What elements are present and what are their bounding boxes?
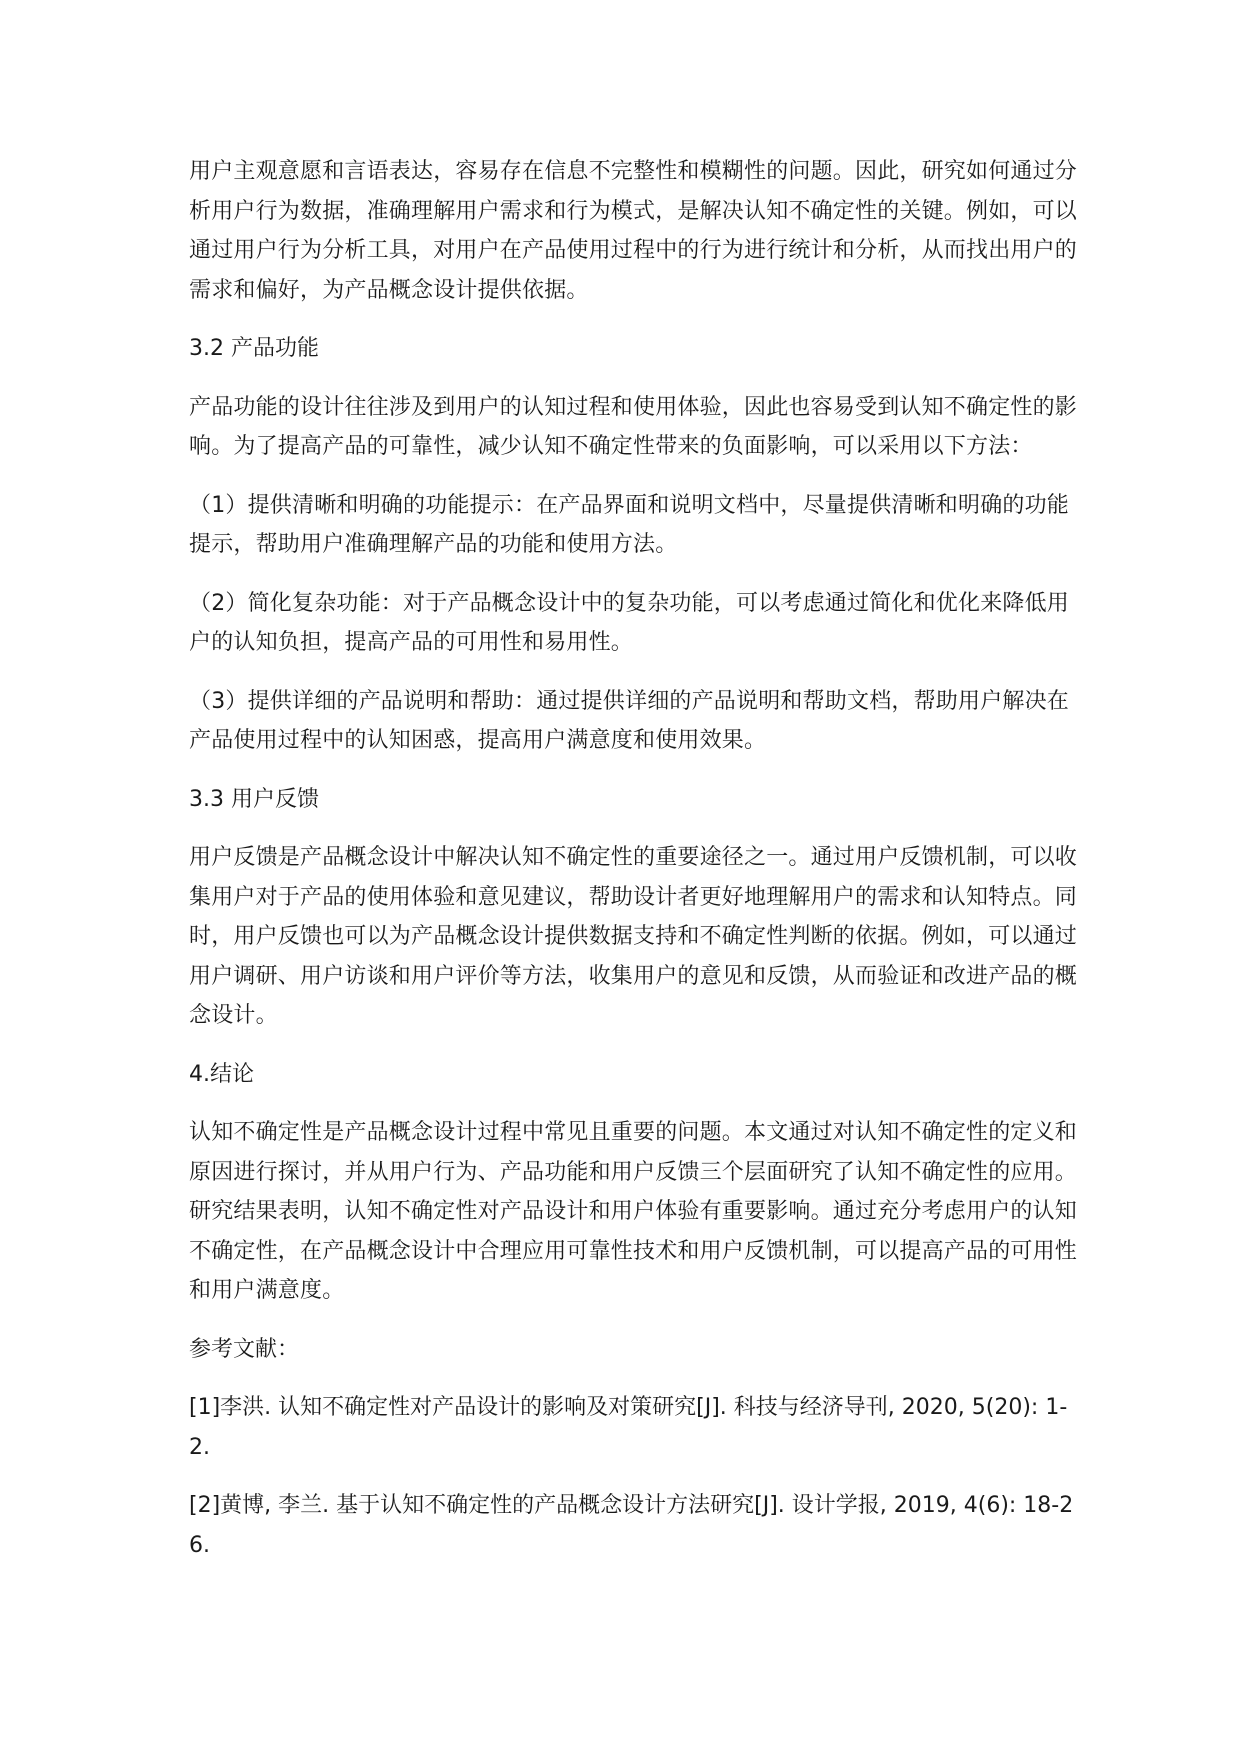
reference-2: [2]黄博, 李兰. 基于认知不确定性的产品概念设计方法研究[J]. 设计学报, 2019, 4(6): 18-26. — [189, 1493, 1074, 1558]
references-title: 参考文献： — [189, 1336, 300, 1362]
paragraph-user-behavior-analysis: 用户主观意愿和言语表达，容易存在信息不完整性和模糊性的问题。因此，研究如何通过分析用户行为数据，准确理解用户需求和行为模式，是解决认知不确定性的关键。例如，可以通过用户行为分析工具，对用户在产品使用过程中的行为进行统计和分析，从而找出用户的需求和偏好，为产品概念设计提供依据。 — [189, 159, 1078, 303]
list-item-1: （1）提供清晰和明确的功能提示：在产品界面和说明文档中，尽量提供清晰和明确的功能提示，帮助用户准确理解产品的功能和使用方法。 — [189, 492, 1069, 557]
list-item-2: （2）简化复杂功能：对于产品概念设计中的复杂功能，可以考虑通过简化和优化来降低用户的认知负担，提高产品的可用性和易用性。 — [189, 590, 1069, 655]
reference-1: [1]李洪. 认知不确定性对产品设计的影响及对策研究[J]. 科技与经济导刊, 2020, 5(20): 1-2. — [189, 1395, 1068, 1460]
section-heading-4: 4.结论 — [189, 1061, 254, 1087]
section-heading-3-3: 3.3 用户反馈 — [189, 786, 319, 812]
paragraph-product-function-intro: 产品功能的设计往往涉及到用户的认知过程和使用体验，因此也容易受到认知不确定性的影响。为了提高产品的可靠性，减少认知不确定性带来的负面影响，可以采用以下方法： — [189, 394, 1078, 459]
list-item-3: （3）提供详细的产品说明和帮助：通过提供详细的产品说明和帮助文档，帮助用户解决在产品使用过程中的认知困惑，提高用户满意度和使用效果。 — [189, 688, 1069, 753]
section-heading-3-2: 3.2 产品功能 — [189, 336, 319, 361]
paragraph-conclusion: 认知不确定性是产品概念设计过程中常见且重要的问题。本文通过对认知不确定性的定义和原因进行探讨，并从用户行为、产品功能和用户反馈三个层面研究了认知不确定性的应用。研究结果表明，认知不确定性对产品设计和用户体验有重要影响。通过充分考虑用户的认知不确定性，在产品概念设计中合理应用可靠性技术和用户反馈机制，可以提高产品的可用性和用户满意度。 — [189, 1120, 1078, 1303]
paragraph-user-feedback: 用户反馈是产品概念设计中解决认知不确定性的重要途径之一。通过用户反馈机制，可以收集用户对于产品的使用体验和意见建议，帮助设计者更好地理解用户的需求和认知特点。同时，用户反馈也可以为产品概念设计提供数据支持和不确定性判断的依据。例如，可以通过用户调研、用户访谈和用户评价等方法，收集用户的意见和反馈，从而验证和改进产品的概念设计。 — [189, 845, 1078, 1028]
document-body — [189, 152, 1081, 1565]
